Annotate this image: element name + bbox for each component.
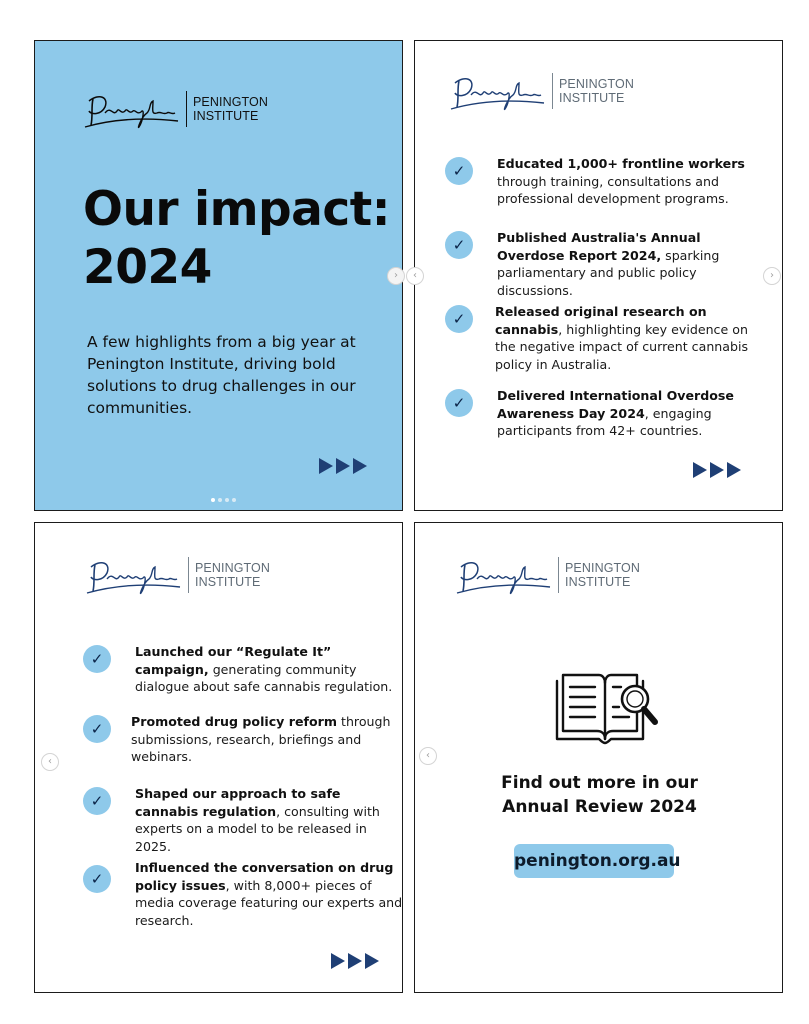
triangle-icon: [710, 462, 724, 478]
check-icon: ✓: [90, 870, 104, 888]
check-circle-icon: [445, 305, 473, 333]
logo-divider: [558, 557, 559, 593]
chevron-right-icon: ›: [394, 270, 398, 281]
logo-line-2: INSTITUTE: [559, 91, 625, 105]
signature-icon: [449, 69, 545, 115]
penington-logo: [83, 87, 303, 133]
list-item-text: [497, 155, 767, 208]
logo-line-1: PENINGTON: [565, 561, 640, 575]
triangle-icon: [348, 953, 362, 969]
prev-slide-button[interactable]: [41, 753, 59, 771]
check-circle-icon: [83, 715, 111, 743]
check-icon: ✓: [90, 720, 104, 738]
signature-icon: [85, 553, 181, 599]
next-arrows-icon: [331, 953, 379, 969]
list-item-bold: Influenced the conversation on drug policy issues: [135, 860, 394, 893]
logo-line-1: PENINGTON: [559, 77, 634, 91]
logo-wordmark: [559, 77, 634, 105]
chevron-left-icon: ‹: [426, 750, 430, 761]
list-item-bold: Published Australia's Annual Overdose Report 2024,: [497, 230, 701, 263]
logo-wordmark: [193, 95, 268, 123]
check-circle-icon: [445, 231, 473, 259]
logo-line-2: INSTITUTE: [565, 575, 631, 589]
list-item-bold: Educated 1,000+ frontline workers: [497, 156, 745, 171]
penington-logo: [85, 553, 305, 599]
list-item-bold: Promoted drug policy reform: [131, 714, 337, 729]
next-slide-button[interactable]: [763, 267, 781, 285]
triangle-icon: [319, 458, 333, 474]
list-item-text: [135, 643, 405, 696]
list-item-rest: , consulting with experts on a model to be released in 2025.: [135, 803, 380, 854]
slide-impact-title: [34, 40, 403, 511]
check-icon: ✓: [452, 236, 466, 254]
penington-logo: [455, 553, 675, 599]
slide-highlights-1: [414, 40, 783, 511]
logo-divider: [186, 91, 187, 127]
next-arrows-icon: [319, 458, 367, 474]
triangle-icon: [365, 953, 379, 969]
next-slide-button[interactable]: [387, 267, 405, 285]
list-item-rest: through training, consultations and professional development programs.: [497, 173, 729, 206]
list-item-rest: through submissions, research, briefings and webinars.: [131, 714, 391, 764]
cta-line-2: Annual Review 2024: [502, 797, 697, 817]
check-icon: ✓: [90, 792, 104, 810]
list-item-bold: Delivered International Overdose Awareness Day 2024: [497, 388, 734, 421]
triangle-icon: [336, 458, 350, 474]
chevron-left-icon: ‹: [48, 756, 52, 767]
logo-line-2: INSTITUTE: [195, 575, 261, 589]
carousel-dot-3[interactable]: [225, 498, 229, 502]
next-arrows-icon: [693, 462, 741, 478]
slide-highlights-2: [34, 522, 403, 993]
logo-wordmark: [195, 561, 270, 589]
book-magnifier-icon: [553, 671, 659, 747]
logo-line-2: INSTITUTE: [193, 109, 259, 123]
triangle-icon: [727, 462, 741, 478]
check-icon: ✓: [452, 394, 466, 412]
prev-slide-button[interactable]: [406, 267, 424, 285]
triangle-icon: [693, 462, 707, 478]
carousel-dots[interactable]: [211, 498, 236, 502]
list-item-text: [497, 387, 767, 440]
intro-text: A few highlights from a big year at Penington Institute, driving bold solutions to drug challenges in our communities.: [87, 333, 356, 417]
headline-line-1: Our impact:: [83, 182, 391, 237]
check-circle-icon: [83, 865, 111, 893]
website-link[interactable]: penington.org.au: [514, 844, 674, 878]
check-circle-icon: [83, 645, 111, 673]
logo-line-1: PENINGTON: [193, 95, 268, 109]
check-circle-icon: [83, 787, 111, 815]
list-item-rest: generating community dialogue about safe cannabis regulation.: [135, 661, 393, 694]
check-circle-icon: [445, 157, 473, 185]
list-item-bold: Released original research on cannabis: [495, 304, 707, 337]
prev-slide-button[interactable]: [419, 747, 437, 765]
signature-icon: [83, 87, 179, 133]
page-title: [83, 181, 390, 297]
cta-line-1: Find out more in our: [501, 773, 698, 793]
list-item-rest: , with 8,000+ pieces of media coverage featuring our experts and research.: [135, 877, 403, 928]
carousel-dot-4[interactable]: [232, 498, 236, 502]
signature-icon: [455, 553, 551, 599]
chevron-right-icon: ›: [770, 270, 774, 281]
list-item-rest: , engaging participants from 42+ countries.: [497, 405, 712, 438]
logo-divider: [552, 73, 553, 109]
list-item-text: [497, 229, 767, 299]
logo-wordmark: [565, 561, 640, 589]
check-icon: ✓: [452, 310, 466, 328]
check-circle-icon: [445, 389, 473, 417]
list-item-rest: , highlighting key evidence on the negative impact of current cannabis policy in Australia.: [495, 321, 749, 372]
carousel-dot-1[interactable]: [211, 498, 215, 502]
check-icon: ✓: [452, 162, 466, 180]
list-item-bold: Shaped our approach to safe cannabis regulation: [135, 786, 341, 819]
chevron-left-icon: ‹: [413, 270, 417, 281]
list-item-text: [135, 785, 405, 855]
triangle-icon: [331, 953, 345, 969]
list-item-text: [495, 303, 765, 373]
penington-logo: [449, 69, 669, 115]
list-item-text: [131, 713, 401, 766]
list-item-text: [135, 859, 405, 929]
logo-divider: [188, 557, 189, 593]
list-item-bold: Launched our “Regulate It” campaign,: [135, 644, 332, 677]
slide-annual-review: [414, 522, 783, 993]
list-item-rest: sparking parliamentary and public policy discussions.: [497, 247, 720, 298]
triangle-icon: [353, 458, 367, 474]
carousel-dot-2[interactable]: [218, 498, 222, 502]
headline-line-2: 2024: [83, 240, 212, 295]
logo-line-1: PENINGTON: [195, 561, 270, 575]
cta-heading: [415, 771, 784, 819]
check-icon: ✓: [90, 650, 104, 668]
